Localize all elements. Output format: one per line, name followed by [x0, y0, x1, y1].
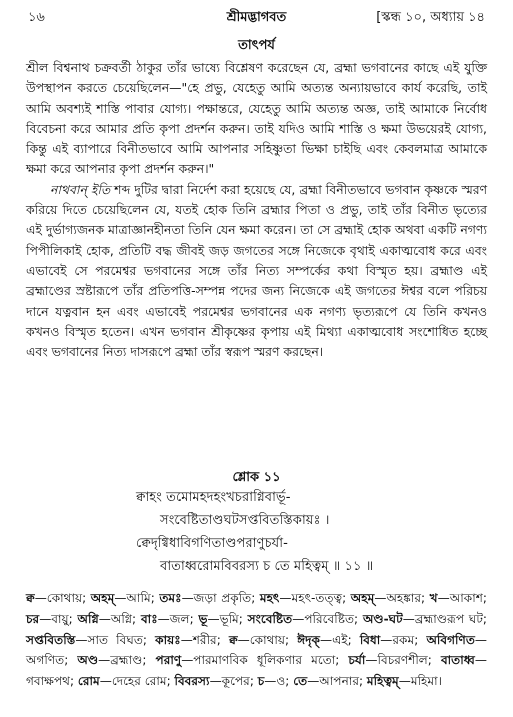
purport-heading: তাৎপর্য	[238, 38, 275, 53]
synonym-word: পরাণু	[155, 653, 182, 668]
synonym-meaning: —সাত বিঘত;	[75, 632, 156, 647]
synonym-meaning: —শরীর;	[180, 632, 229, 647]
purport-body	[26, 58, 487, 362]
synonym-meaning: —কূপের;	[209, 674, 258, 689]
synonym-meaning: —আমি;	[114, 591, 160, 605]
verse-line-2: সংবেষ্টিতাণ্ডঘটসপ্তবিতস্তিকায়ঃ ।	[160, 513, 330, 528]
synonym-meaning: —অগ্নি;	[98, 611, 141, 626]
verse-line-4: বাতাধ্বরোমবিবরস্য চ তে মহিত্বম্ ॥ ১১ ॥	[160, 559, 374, 574]
synonym-word: অহম্	[90, 591, 115, 605]
synonym-word: ভূ	[198, 611, 208, 626]
page-header	[28, 8, 485, 28]
synonym-word: চ	[257, 674, 265, 689]
purport-paragraph-2-text: শব্দ দুটির দ্বারা নির্দেশ করা হয়েছে যে, ব্রহ্মা বিনীতভাবে ভগবান কৃষ্ণকে স্মরণ করিয়ে দিতে চেয়েছিলেন যে, যতই হোক তিনি ব্রহ্মার পিতা ও প্রভু, তাই তাঁর বিনীত ভৃত্যের এই দুর্ভাগ্যজনক মাত্রাজ্ঞানহীনতা তিনি যেন ক্ষমা করেন। তা সে ব্রহ্মাই হোক অথবা একটি নগণ্য পিপীলিকাই হোক, প্রতিটি বদ্ধ জীবই জড় জগতের সঙ্গে নিজেকে বৃথাই একাত্মবোধ করে এবং এভাবেই সে পরমেশ্বর ভগবানের সঙ্গে তাঁর নিত্য সম্পর্কের কথা বিস্মৃত হয়। ব্রহ্মাণ্ড এই ব্রহ্মাণ্ডের স্রষ্টারূপে তাঁর প্রতিপত্তি-সম্পন্ন পদের জন্য নিজেকে এই জগতের ঈশ্বর বলে পরিচয় দানে যত্নবান হন এবং এভাবেই পরমেশ্বর ভগবানের এক নগণ্য ভৃত্যরূপে যে তিনি কখনও কখনও বিস্মৃত হতেন। এখন ভগবান শ্রীকৃষ্ণের কৃপায় এই মিথ্যা একাত্মবোধ সংশোধিত হচ্ছে এবং ভগবানের নিত্য দাসরূপে ব্রহ্মা তাঁর স্বরূপ স্মরণ করছেন।	[26, 181, 488, 360]
synonym-word: খ	[429, 591, 438, 605]
synonym-meaning: —রকম;	[380, 632, 427, 647]
synonym-word: সপ্তবিতস্তি	[26, 632, 76, 647]
synonym-meaning: —মহিমা।	[398, 674, 442, 689]
synonym-meaning: —মহৎ-তত্ত্ব;	[279, 591, 351, 605]
synonym-meaning: —ব্রহ্মাণ্ড;	[98, 653, 156, 668]
synonym-meaning: —ভূমি;	[207, 611, 248, 626]
synonym-word: মহৎ	[259, 591, 280, 605]
synonym-word: ক্ব	[26, 591, 35, 605]
synonym-word: মহিত্বম্	[366, 674, 399, 689]
verse-label: শ্লোক ১১	[232, 470, 281, 485]
synonym-meaning: —পারমাণবিক ধূলিকণার মতো;	[181, 653, 349, 668]
synonym-meaning: —আপনার;	[307, 674, 367, 689]
synonym-word: অণ্ড	[77, 653, 99, 668]
synonym-word: ঈদৃক্	[297, 632, 320, 647]
synonym-word: অহম্	[350, 591, 375, 605]
synonym-meaning: —বায়ু;	[39, 611, 78, 626]
book-title: শ্রীমদ্ভাগবত	[226, 10, 287, 25]
synonym-word: ক্ব	[228, 632, 238, 647]
synonym-meaning: —অহঙ্কার;	[374, 591, 430, 605]
synonym-word: সংবেষ্টিত	[247, 611, 293, 626]
synonym-word: অবিগণিত	[426, 632, 475, 647]
synonym-meaning: —ও;	[264, 674, 294, 689]
synonym-meaning: —ব্রহ্মাণ্ডরূপ ঘট;	[402, 611, 488, 626]
synonym-word: বাঃ	[140, 611, 158, 626]
verse-line-1: ক্বাহং তমোমহদহংখচরাগ্নিবার্ভূ-	[136, 490, 291, 505]
synonym-word: কায়ঃ	[155, 632, 181, 647]
synonym-word: অণ্ড-ঘট	[362, 611, 403, 626]
chapter-reference: [স্কন্ধ ১০, অধ্যায় ১৪	[376, 10, 485, 25]
synonym-meaning: —জল;	[157, 611, 199, 626]
synonym-word: তমঃ	[159, 591, 182, 605]
synonym-word: তে	[293, 674, 308, 689]
page-number: ১৬	[28, 10, 45, 25]
synonym-meaning: —কোথায়;	[34, 591, 91, 605]
synonym-word: চর্যা	[348, 653, 366, 668]
synonym-meaning: —এই;	[320, 632, 360, 647]
synonym-meaning: —বিচরণশীল;	[365, 653, 441, 668]
synonym-meaning: —পরিবেষ্টিত;	[292, 611, 363, 626]
synonym-meaning: —আকাশ;	[437, 591, 487, 605]
synonym-word: বিধা	[359, 632, 381, 647]
synonym-meaning: —জড়া প্রকৃতি;	[181, 591, 260, 605]
synonym-word: অগ্নি	[77, 611, 99, 626]
verse-line-3: ক্বেদৃগ্বিধাবিগণিতাণ্ডপরাণুচর্যা-	[136, 536, 288, 551]
synonym-word: চর	[26, 611, 40, 626]
synonym-meaning: —অগণিত;	[26, 632, 487, 668]
synonym-word: বাতাধ্ব	[440, 653, 475, 668]
purport-paragraph-1: শ্রীল বিশ্বনাথ চক্রবর্তী ঠাকুর তাঁর ভাষ্যে বিশ্লেষণ করেছেন যে, ব্রহ্মা ভগবানের কাছে এই যুক্তি উপস্থাপন করতে চেয়েছিলেন—"হে প্রভু, যেহেতু আমি অত্যন্ত অন্যায়ভাবে কার্য করেছি, তাই আমি অবশ্যই শাস্তি পাবার যোগ্য। পক্ষান্তরে, যেহেতু আমি অত্যন্ত অজ্ঞ, তাই আমাকে নির্বোধ বিবেচনা করে আমার প্রতি কৃপা প্রদর্শন করুন। তাই যদিও আমি শাস্তি ও ক্ষমা উভয়েরই যোগ্য, কিন্তু এই ব্যাপারে বিনীতভাবে আমি আপনার সহিষ্ণুতা ভিক্ষা চাইছি এবং কেবলমাত্র আমাকে ক্ষমা করে আপনার কৃপা প্রদর্শন করুন।"	[26, 60, 487, 177]
synonyms-block	[26, 588, 487, 692]
purport-paragraph-2	[26, 180, 487, 363]
purport-italic-term: নাথবান্ ইতি	[50, 181, 111, 197]
synonym-meaning: —কোথায়;	[237, 632, 298, 647]
synonym-meaning: —দেহের রোম;	[99, 674, 175, 689]
synonym-word: রোম	[77, 674, 100, 689]
synonym-word: বিবরস্য	[174, 674, 210, 689]
synonym-meaning: —গবাক্ষপথ;	[26, 653, 487, 689]
